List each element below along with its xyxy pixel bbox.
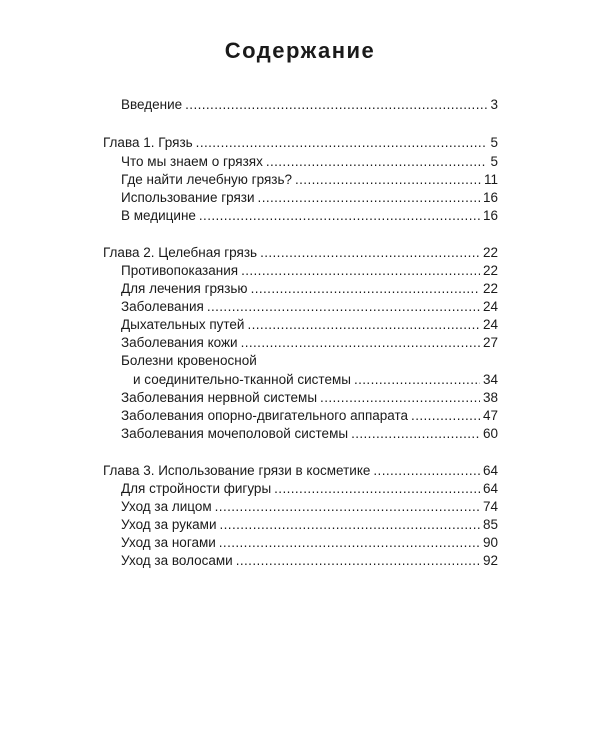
toc-entry[interactable] <box>121 497 498 516</box>
toc-entry-label: Противопоказания <box>121 263 239 278</box>
toc-entry-chapter-3[interactable] <box>103 461 498 480</box>
toc-page-number: 47 <box>482 408 498 423</box>
toc-page-number: 5 <box>490 154 498 169</box>
toc-entry-introduction[interactable] <box>121 95 498 114</box>
toc-entry-label: В медицине <box>121 208 196 223</box>
toc-entry[interactable] <box>121 551 498 570</box>
toc-entry-label: Уход за волосами <box>121 553 233 568</box>
toc-entry-label: Для стройности фигуры <box>121 481 272 496</box>
toc-entry-chapter-2[interactable] <box>103 243 498 262</box>
toc-entry[interactable] <box>121 515 498 534</box>
dot-leader <box>411 406 480 425</box>
toc-page-number: 16 <box>482 190 498 205</box>
toc-entry-label: Заболевания опорно-двигательного аппарата <box>121 408 409 423</box>
toc-entry-label: Для лечения грязью <box>121 281 248 296</box>
toc-entry-label: Использование грязи <box>121 190 255 205</box>
toc-page-number: 34 <box>482 372 498 387</box>
dot-leader <box>241 261 480 280</box>
dot-leader <box>220 515 480 534</box>
toc-entry-label: Что мы знаем о грязях <box>121 154 263 169</box>
page-title: Содержание <box>224 38 376 63</box>
dot-leader <box>219 533 480 552</box>
toc-entry[interactable] <box>121 188 498 207</box>
toc-entry-label: Болезни кровеносной <box>121 353 257 368</box>
toc-entry[interactable] <box>121 261 498 280</box>
toc-page-number: 22 <box>482 281 498 296</box>
dot-leader <box>260 243 480 262</box>
toc-entry[interactable] <box>121 479 498 498</box>
toc-entry-label: Введение <box>121 97 183 112</box>
toc-entry-label: и соединительно-тканной системы <box>133 372 351 387</box>
toc-entry[interactable] <box>121 206 498 225</box>
toc-page-number: 74 <box>482 499 498 514</box>
toc-entry-label: Где найти лечебную грязь? <box>121 172 292 187</box>
dot-leader <box>258 188 480 207</box>
dot-leader <box>196 133 488 152</box>
toc-entry-label: Дыхательных путей <box>121 317 245 332</box>
toc-entry-label: Уход за руками <box>121 517 217 532</box>
toc-entry[interactable] <box>121 388 498 407</box>
toc-page-number: 85 <box>482 517 498 532</box>
toc-page-number: 90 <box>482 535 498 550</box>
toc-entry[interactable] <box>121 152 498 171</box>
dot-leader <box>185 95 487 114</box>
toc-page-number: 3 <box>490 97 498 112</box>
dot-leader <box>207 297 480 316</box>
toc-entry[interactable] <box>121 333 498 352</box>
dot-leader <box>199 206 480 225</box>
dot-leader <box>241 333 480 352</box>
toc-entry-label: Глава 1. Грязь <box>103 135 193 150</box>
toc-entry-label: Глава 2. Целебная грязь <box>103 245 258 260</box>
toc-page-number: 92 <box>482 553 498 568</box>
dot-leader <box>274 479 480 498</box>
toc-entry-label: Глава 3. Использование грязи в косметике <box>103 463 371 478</box>
toc-entry-chapter-1[interactable] <box>103 133 498 152</box>
toc-entry-label: Уход за лицом <box>121 499 212 514</box>
toc-page-number: 64 <box>482 463 498 478</box>
dot-leader <box>320 388 480 407</box>
toc-entry[interactable] <box>121 533 498 552</box>
dot-leader <box>236 551 480 570</box>
toc-entry-label: Заболевания нервной системы <box>121 390 318 405</box>
toc-entry-label: Уход за ногами <box>121 535 216 550</box>
toc-entry[interactable] <box>121 279 498 298</box>
dot-leader <box>373 461 480 480</box>
dot-leader <box>215 497 480 516</box>
toc-page-number: 22 <box>482 245 498 260</box>
toc-page-number: 11 <box>483 172 498 187</box>
toc-page-number: 5 <box>490 135 498 150</box>
toc-page-number: 38 <box>482 390 498 405</box>
toc-entry-label: Заболевания кожи <box>121 335 238 350</box>
toc-page-number: 24 <box>482 299 498 314</box>
toc-entry[interactable] <box>121 406 498 425</box>
toc-entry-label: Заболевания мочеполовой системы <box>121 426 349 441</box>
toc-entry[interactable] <box>121 170 498 189</box>
toc-page-number: 64 <box>482 481 498 496</box>
toc-entry-label: Заболевания <box>121 299 204 314</box>
toc-entry[interactable] <box>121 297 498 316</box>
toc-entry[interactable] <box>133 370 498 389</box>
toc-page-number: 16 <box>482 208 498 223</box>
dot-leader <box>354 370 480 389</box>
dot-leader <box>351 424 480 443</box>
dot-leader <box>266 152 488 171</box>
toc-entry[interactable] <box>121 315 498 334</box>
dot-leader <box>251 279 480 298</box>
toc-page-number: 22 <box>482 263 498 278</box>
toc-page-number: 60 <box>482 426 498 441</box>
dot-leader <box>247 315 480 334</box>
toc-page-number: 24 <box>482 317 498 332</box>
dot-leader <box>295 170 481 189</box>
toc-entry[interactable] <box>121 424 498 443</box>
toc-page-number: 27 <box>482 335 498 350</box>
